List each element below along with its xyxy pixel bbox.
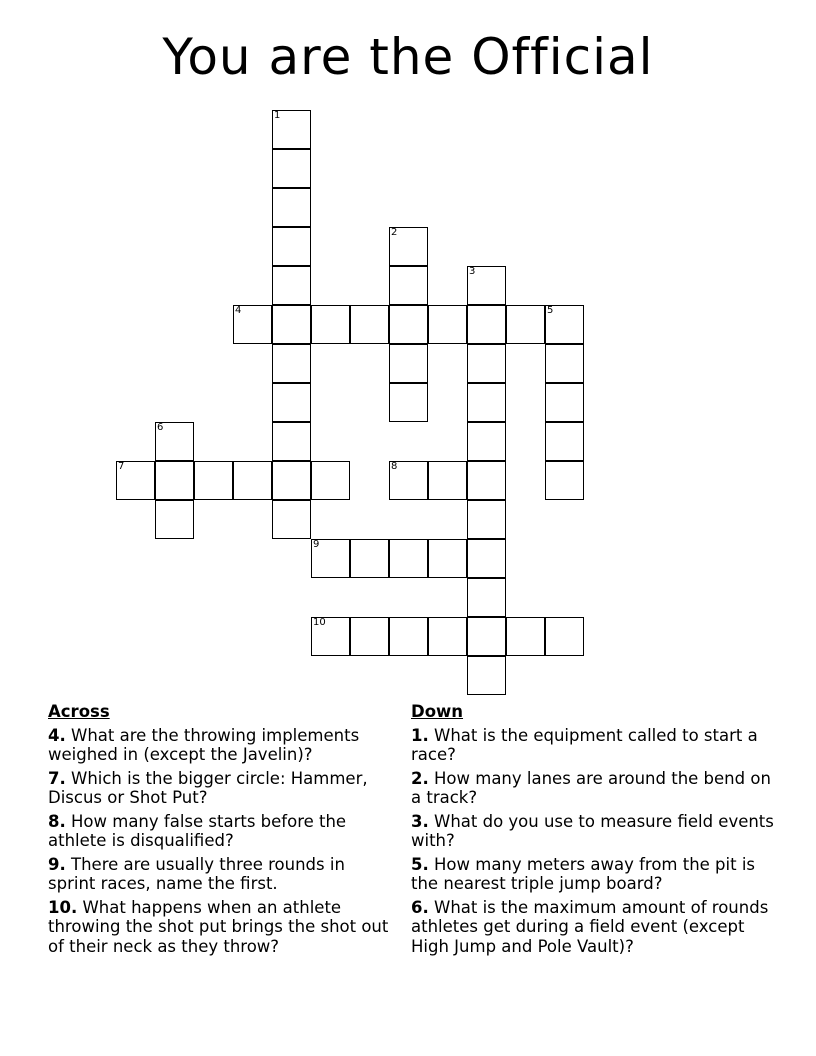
clue-number: 6 (157, 422, 164, 433)
clue-across-8: 8. How many false starts before the athlete is disqualified? (48, 811, 347, 850)
across-heading: Across (48, 702, 110, 721)
grid-cell[interactable] (272, 149, 311, 188)
clue-down-1: 1. What is the equipment called to start a race? (411, 725, 758, 764)
grid-cell[interactable] (467, 539, 506, 578)
grid-cell[interactable] (428, 617, 467, 656)
grid-cell[interactable] (428, 461, 467, 500)
grid-cell[interactable] (545, 344, 584, 383)
grid-cell[interactable] (311, 305, 350, 344)
clue-across-7: 7. Which is the bigger circle: Hammer, Discus or Shot Put? (48, 768, 368, 807)
grid-cell[interactable] (272, 227, 311, 266)
puzzle-title: You are the Official (162, 28, 654, 86)
grid-cell[interactable] (428, 539, 467, 578)
grid-cell[interactable] (545, 305, 584, 344)
grid-cell[interactable] (506, 617, 545, 656)
grid-cell[interactable] (467, 578, 506, 617)
grid-cell[interactable] (467, 617, 506, 656)
grid-cell[interactable] (545, 461, 584, 500)
grid-cell[interactable] (272, 422, 311, 461)
grid-cell[interactable] (350, 617, 389, 656)
grid-cell[interactable] (116, 461, 155, 500)
grid-cell[interactable] (272, 110, 311, 149)
grid-cell[interactable] (311, 539, 350, 578)
grid-cell[interactable] (272, 305, 311, 344)
clue-number: 8 (391, 461, 398, 472)
clue-number: 2 (391, 227, 398, 238)
grid-cell[interactable] (389, 539, 428, 578)
grid-cell[interactable] (272, 266, 311, 305)
clue-across-4: 4. What are the throwing implements weighed in (except the Javelin)? (48, 725, 360, 764)
clue-across-10: 10. What happens when an athlete throwing the shot put brings the shot out of their neck as they throw? (48, 897, 389, 956)
grid-cell[interactable] (545, 422, 584, 461)
grid-cell[interactable] (155, 500, 194, 539)
clue-down-2: 2. How many lanes are around the bend on a track? (411, 768, 771, 807)
grid-cell[interactable] (350, 539, 389, 578)
grid-cell[interactable] (428, 305, 467, 344)
down-clues (411, 702, 781, 960)
clue-number: 1 (274, 110, 281, 121)
grid-cell[interactable] (467, 656, 506, 695)
grid-cell[interactable] (311, 617, 350, 656)
grid-cell[interactable] (272, 461, 311, 500)
clue-number: 4 (235, 305, 242, 316)
clue-across-9: 9. There are usually three rounds in sprint races, name the first. (48, 854, 345, 893)
grid-cell[interactable] (467, 422, 506, 461)
grid-cell[interactable] (389, 383, 428, 422)
down-heading: Down (411, 702, 464, 721)
grid-cell[interactable] (467, 500, 506, 539)
grid-cell[interactable] (194, 461, 233, 500)
grid-cell[interactable] (389, 305, 428, 344)
grid-cell[interactable] (467, 344, 506, 383)
grid-cell[interactable] (545, 383, 584, 422)
clue-down-6: 6. What is the maximum amount of rounds athletes get during a field event (except High Jump and Pole Vault)? (411, 897, 769, 956)
across-clues (48, 702, 393, 960)
grid-cell[interactable] (233, 461, 272, 500)
clue-down-5: 5. How many meters away from the pit is the nearest triple jump board? (411, 854, 756, 893)
grid-cell[interactable] (272, 188, 311, 227)
grid-cell[interactable] (389, 617, 428, 656)
grid-cell[interactable] (350, 305, 389, 344)
grid-cell[interactable] (272, 383, 311, 422)
clue-number: 9 (313, 539, 320, 550)
clue-number: 3 (469, 266, 476, 277)
grid-cell[interactable] (389, 344, 428, 383)
clue-number: 7 (118, 461, 125, 472)
grid-cell[interactable] (272, 344, 311, 383)
grid-cell[interactable] (233, 305, 272, 344)
grid-cell[interactable] (389, 266, 428, 305)
grid-cell[interactable] (545, 617, 584, 656)
grid-cell[interactable] (467, 305, 506, 344)
grid-cell[interactable] (272, 500, 311, 539)
grid-cell[interactable] (506, 305, 545, 344)
clue-number: 5 (547, 305, 554, 316)
grid-cell[interactable] (467, 383, 506, 422)
grid-cell[interactable] (389, 461, 428, 500)
clue-number: 10 (313, 617, 326, 628)
grid-cell[interactable] (389, 227, 428, 266)
grid-cell[interactable] (467, 461, 506, 500)
grid-cell[interactable] (155, 422, 194, 461)
grid-cell[interactable] (467, 266, 506, 305)
grid-cell[interactable] (311, 461, 350, 500)
grid-cell[interactable] (155, 461, 194, 500)
clue-down-3: 3. What do you use to measure field events with? (411, 811, 774, 850)
